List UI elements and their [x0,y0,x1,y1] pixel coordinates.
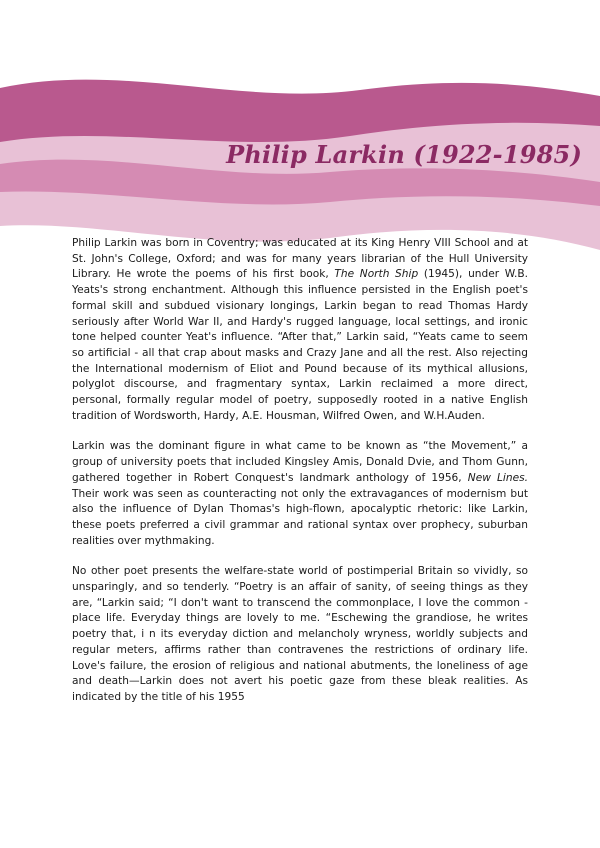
book-title-north-ship: The North Ship [334,268,419,281]
page-title: Philip Larkin (1922-1985) [226,140,582,169]
paragraph-1: Philip Larkin was born in Coventry; was educated at its King Henry VIII School and at St. John's College, Oxford; and was for many years librarian of the Hull University Library. He wrote the poems of his first book, The North Ship (1945), under W.B. Yeats's strong enchantment. Although this influence persisted in the English poet's formal skill and subdued visionary longings, Larkin began to read Thomas Hardy seriously after World War II, and Hardy's rugged language, local settings, and ironic tone helped counter Yeat's influence. “After that,” Larkin said, “Yeats came to seem so artificial - all that crap about masks and Crazy Jane and all the rest. Also rejecting the International modernism of Eliot and Pound because of its mythical allusions, polyglot discourse, and fragmentary syntax, Larkin reclaimed a more direct, personal, formally regular model of poetry, supposedly rooted in a native English tradition of Wordsworth, Hardy, A.E. Housman, Wilfred Owen, and W.H.Auden. [72,237,529,422]
article-body [72,236,528,721]
paragraph-3: No other poet presents the welfare-state world of postimperial Britain so vividly, so unsparingly, and so tenderly. “Poetry is an affair of sanity, of seeing things as they are, “Larkin said; “I don't want to transcend the commonplace, I love the common - place life. Everyday things are lovely to me. “Eschewing the grandiose, he writes poetry that, i n its everyday diction and melancholy wryness, worldly subjects and regular meters, affirms rather than contravenes the restrictions of ordinary life. Love's failure, the erosion of religious and national abutments, the loneliness of age and death—Larkin does not avert his poetic gaze from these bleak realities. As indicated by the title of his 1955 [72,565,528,703]
paragraph-2: Larkin was the dominant figure in what came to be known as “the Movement,” a group of university poets that included Kingsley Amis, Donald Dvie, and Thom Gunn, gathered together in Robert Conquest's landmark anthology of 1956, New Lines. Their work was seen as counteracting not only the extravagances of modernism but also the influence of Dylan Thomas's high-flown, apocalyptic rhetoric: like Larkin, these poets preferred a civil grammar and rational syntax over prophecy, suburban realities over mythmaking. [72,440,528,547]
book-title-new-lines: New Lines. [467,471,528,484]
